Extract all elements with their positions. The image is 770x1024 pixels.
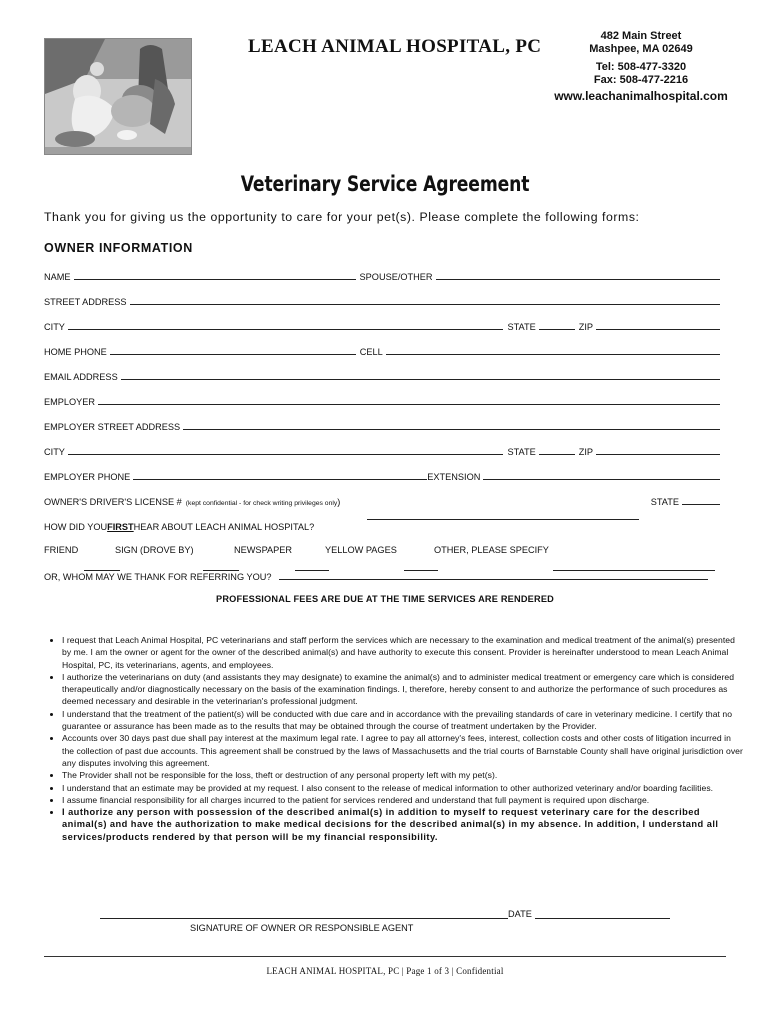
date-label: DATE <box>508 909 532 919</box>
signature-field[interactable] <box>100 918 508 919</box>
extension-label: EXTENSION <box>427 472 481 482</box>
employer-phone-row <box>44 468 720 482</box>
thank-you-text: Thank you for giving us the opportunity to care for your pet(s). Please complete the following forms: <box>44 210 640 224</box>
cell-label: CELL <box>359 347 383 357</box>
state-field[interactable] <box>539 328 575 330</box>
email-field[interactable] <box>121 378 720 380</box>
referral-option-sign: SIGN (DROVE BY) <box>115 545 194 555</box>
street-field[interactable] <box>130 303 720 305</box>
city-row <box>44 318 720 332</box>
document-title: Veterinary Service Agreement <box>240 172 530 196</box>
fees-notice: PROFESSIONAL FEES ARE DUE AT THE TIME SERVICES ARE RENDERED <box>216 594 554 604</box>
referral-option-newspaper: NEWSPAPER <box>234 545 293 555</box>
email-row <box>44 368 720 382</box>
cell-field[interactable] <box>386 353 720 355</box>
street-row <box>44 293 720 307</box>
license-note-close: ) <box>337 497 341 507</box>
spouse-label: SPOUSE/OTHER <box>359 272 433 282</box>
spouse-field[interactable] <box>436 278 720 280</box>
address-block <box>560 30 722 55</box>
terms-list <box>46 634 744 843</box>
fax: Fax: 508-477-2216 <box>593 73 689 86</box>
referral-question-first: FIRST <box>107 522 134 532</box>
employer-city-row <box>44 443 720 457</box>
street-address: 482 Main Street <box>600 30 682 42</box>
name-label: NAME <box>44 272 71 282</box>
employer-field[interactable] <box>98 403 720 405</box>
term-item: • I understand that an estimate may be provided at my request. I also consent to the release of medical information to other authorized veterinary and/or boarding facilities. <box>62 782 744 794</box>
license-row <box>44 493 720 507</box>
license-label: OWNER'S DRIVER'S LICENSE # <box>44 497 182 507</box>
term-item: • The Provider shall not be responsible for the loss, theft or destruction of any personal property left with my pet(s). <box>62 769 744 781</box>
header-engraving-image <box>44 38 192 155</box>
license-note: (kept confidential - for check writing privileges only <box>185 500 338 507</box>
employer-zip-label: ZIP <box>578 447 593 457</box>
employer-state-field[interactable] <box>539 453 575 455</box>
extension-field[interactable] <box>483 478 720 480</box>
date-field[interactable] <box>535 918 670 919</box>
employer-city-label: CITY <box>44 447 65 457</box>
employer-street-label: EMPLOYER STREET ADDRESS <box>44 422 181 432</box>
employer-row <box>44 393 720 407</box>
zip-field[interactable] <box>596 328 720 330</box>
term-item-authorization: • I authorize any person with possession of the described animal(s) in addition to myself to request veterinary care for the described animal(s) and have the authorization to make medical decisions for the described animal(s) in my absence. In addition, I understand all services/products rendered by that person will be my financial responsibility. <box>62 806 744 843</box>
name-field[interactable] <box>74 278 356 280</box>
home-phone-field[interactable] <box>110 353 356 355</box>
website-link[interactable]: www.leachanimalhospital.com <box>554 89 728 103</box>
referrer-label: OR, WHOM MAY WE THANK FOR REFERRING YOU? <box>44 572 272 582</box>
referral-question-row <box>44 518 720 532</box>
page-footer: LEACH ANIMAL HOSPITAL, PC | Page 1 of 3 | Confidential <box>266 966 504 976</box>
term-item: • I understand that the treatment of the patient(s) will be conducted with due care and in accordance with the prevailing standards of care in veterinary medicine. I certify that no guarantee or assurance has been made as to the results that may be obtained through the course of treatment undertaken by the Provider. <box>62 708 744 733</box>
contact-block <box>560 61 722 86</box>
license-state-label: STATE <box>650 497 679 507</box>
term-item: • Accounts over 30 days past due shall pay interest at the maximum legal rate. I agree to pay all attorney's fees, interest, collection costs and other costs of litigation incurred in the collection of past due accounts. This agreement shall be construed by the laws of Massachusetts and the trial courts of Barnstable County shall have original jurisdiction over any disputes involving this agreement. <box>62 732 744 769</box>
email-label: EMAIL ADDRESS <box>44 372 118 382</box>
referral-option-other: OTHER, PLEASE SPECIFY <box>434 545 549 555</box>
hospital-name: LEACH ANIMAL HOSPITAL, PC <box>248 36 542 57</box>
home-phone-label: HOME PHONE <box>44 347 107 357</box>
owner-information-heading: OWNER INFORMATION <box>44 241 193 255</box>
employer-phone-label: EMPLOYER PHONE <box>44 472 131 482</box>
employer-street-row <box>44 418 720 432</box>
referrer-row <box>44 568 720 582</box>
employer-phone-field[interactable] <box>133 478 427 480</box>
street-label: STREET ADDRESS <box>44 297 127 307</box>
state-label: STATE <box>507 322 536 332</box>
city-label: CITY <box>44 322 65 332</box>
zip-label: ZIP <box>578 322 593 332</box>
license-state-field[interactable] <box>682 503 720 505</box>
phone-row <box>44 343 720 357</box>
term-item: • I authorize the veterinarians on duty (and assistants they may designate) to examine the animal(s) and to administer medical treatment or emergency care which is considered therapeutically and/or diagnostically necessary on the basis of the examination findings. I, therefore, hereby consent to and authorize the performance of such procedures as deemed necessary and desirable in the veterinarian's professional judgment. <box>62 671 744 708</box>
employer-label: EMPLOYER <box>44 397 96 407</box>
employer-street-field[interactable] <box>183 428 720 430</box>
employer-state-label: STATE <box>507 447 536 457</box>
employer-city-field[interactable] <box>68 453 504 455</box>
referral-option-yellow-pages: YELLOW PAGES <box>325 545 397 555</box>
footer-divider <box>44 956 726 957</box>
referral-question-post: HEAR ABOUT LEACH ANIMAL HOSPITAL? <box>133 522 315 532</box>
city-field[interactable] <box>68 328 504 330</box>
signature-label: SIGNATURE OF OWNER OR RESPONSIBLE AGENT <box>190 923 414 933</box>
referral-question-pre: HOW DID YOU <box>44 522 108 532</box>
referral-option-friend: FRIEND <box>44 545 79 555</box>
city-state-zip: Mashpee, MA 02649 <box>589 42 693 55</box>
name-row <box>44 268 720 282</box>
referrer-field[interactable] <box>279 578 709 580</box>
term-item: • I request that Leach Animal Hospital, PC veterinarians and staff perform the services which are necessary to the examination and medical treatment of the animal(s) presented by me. I am the owner or agent for the owner of the described animal(s) and have authority to execute this consent. Provider is hereinafter understood to mean Leach Animal Hospital, PC, its veterinarians, agents, and employees. <box>62 634 744 671</box>
telephone: Tel: 508-477-3320 <box>595 61 687 73</box>
term-item: • I assume financial responsibility for all charges incurred to the patient for services rendered and understand that full payment is required upon discharge. <box>62 794 744 806</box>
employer-zip-field[interactable] <box>596 453 720 455</box>
